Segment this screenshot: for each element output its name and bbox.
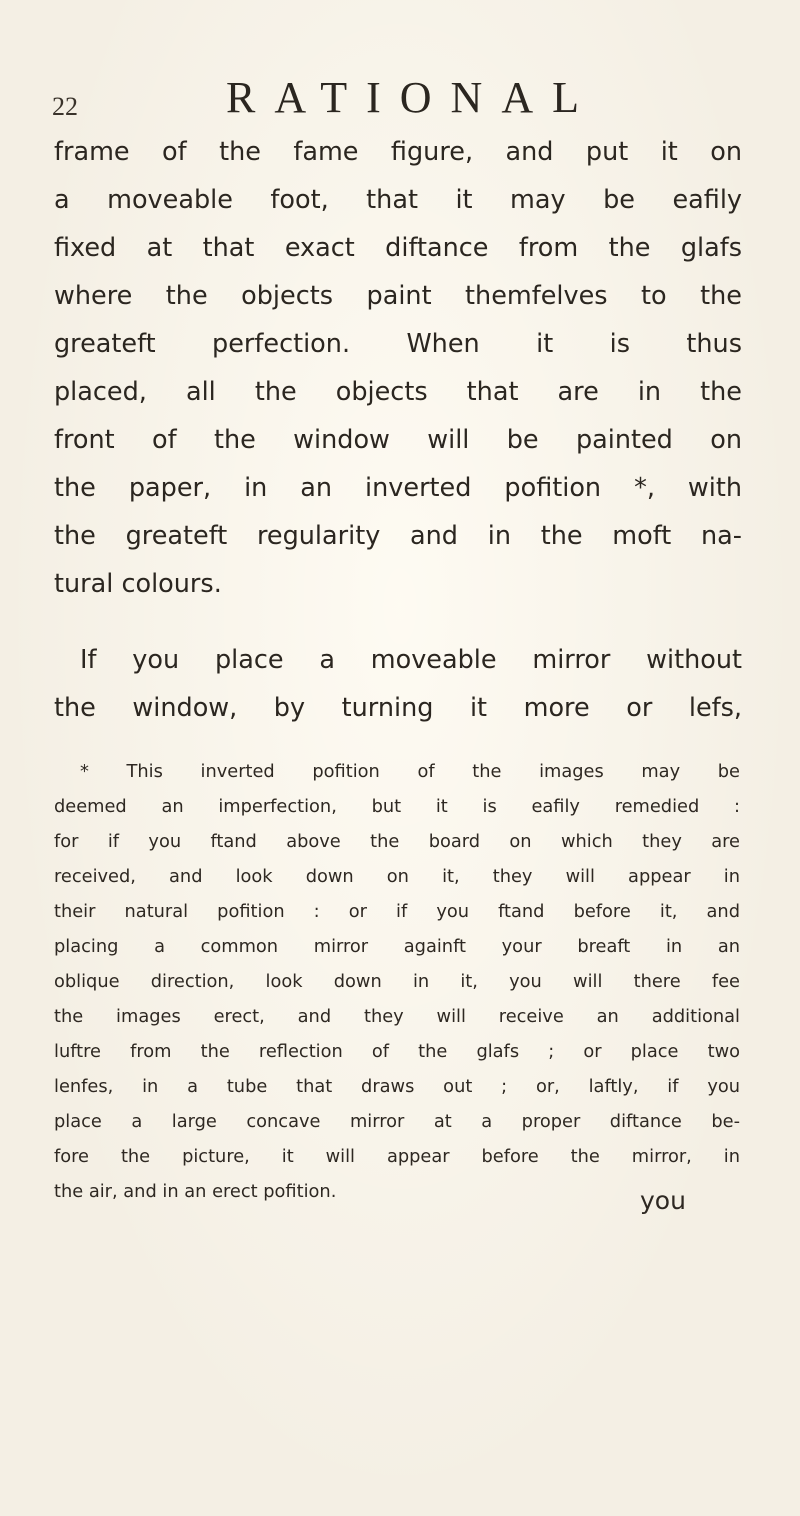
- page-header: [52, 72, 752, 122]
- body-line: the window, by turning it more or lefs,: [54, 693, 742, 723]
- body-line: If you place a moveable mirror without: [80, 645, 742, 675]
- footnote-line: deemed an imperfection, but it is eafily remedied :: [54, 796, 740, 817]
- body-line: placed, all the objects that are in the: [54, 377, 742, 407]
- footnote-line: received, and look down on it, they will appear in: [54, 866, 740, 887]
- footnote-line: for if you ftand above the board on which they are: [54, 831, 740, 852]
- footnote-line: their natural pofition : or if you ftand before it, and: [54, 901, 740, 922]
- footnote-line: * This inverted pofition of the images may be: [80, 761, 740, 782]
- body-line: the paper, in an inverted pofition *, with: [54, 473, 742, 503]
- footnote-line: place a large concave mirror at a proper diftance be-: [54, 1111, 740, 1132]
- body-line: a moveable foot, that it may be eafily: [54, 185, 742, 215]
- footnote-line: the air, and in an erect pofition.: [54, 1181, 337, 1202]
- footnote-line: placing a common mirror againft your breaft in an: [54, 936, 740, 957]
- body-line: front of the window will be painted on: [54, 425, 742, 455]
- body-line: tural colours.: [54, 569, 222, 599]
- paragraph-break: [54, 608, 742, 636]
- footnote-line: fore the picture, it will appear before the mirror, in: [54, 1146, 740, 1167]
- running-head: RATIONAL: [226, 73, 598, 122]
- footnote-line: the images erect, and they will receive an additional: [54, 1006, 740, 1027]
- page-number: 22: [52, 92, 78, 121]
- footnote-line: oblique direction, look down in it, you will there fee: [54, 971, 740, 992]
- catchword: you: [640, 1186, 686, 1215]
- body-line: frame of the fame figure, and put it on: [54, 137, 742, 167]
- body-line: the greateft regularity and in the moft na-: [54, 521, 742, 551]
- main-text: [54, 128, 742, 732]
- footnote-line: luftre from the reflection of the glafs ; or place two: [54, 1041, 740, 1062]
- body-line: greateft perfection. When it is thus: [54, 329, 742, 359]
- body-line: fixed at that exact diftance from the glafs: [54, 233, 742, 263]
- footnote: [54, 754, 740, 1209]
- body-line: where the objects paint themfelves to the: [54, 281, 742, 311]
- footnote-line: lenfes, in a tube that draws out ; or, laftly, if you: [54, 1076, 740, 1097]
